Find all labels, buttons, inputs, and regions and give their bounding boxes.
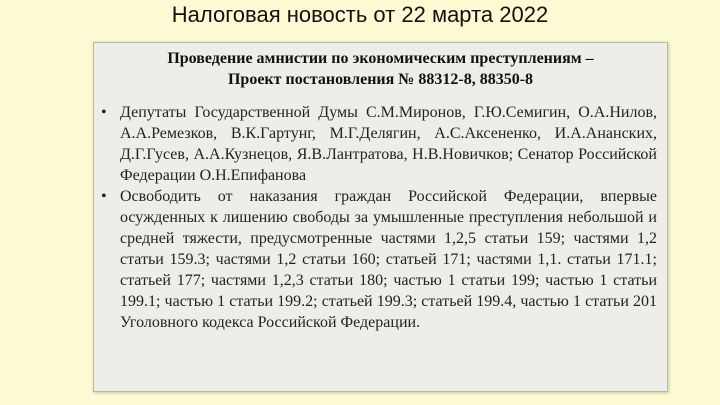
bullet-icon: •: [101, 104, 107, 121]
slide-title: Налоговая новость от 22 марта 2022: [171, 2, 549, 27]
news-box: [93, 42, 668, 392]
list-item-text: Освободить от наказания граждан Российской Федерации, впервые осужденных к лишению свободы за умышленные преступления небольшой и средней тяжести, предусмотренные частями 1,2,5 статьи 159; частями 1,2 статьи 159.3; частями 1,2 статьи 160; статьей 171; частями 1,1. статьи 171.1; статьей 177; частями 1,2,3 статьи 180; частью 1 статьи 199; частью 1 статьи 199.1; частью 1 статьи 199.2; статьей 199.3; статьей 199.4, частью 1 статьи 201 Уголовного кодекса Российской Федерации.: [120, 188, 657, 331]
bullet-list: [101, 102, 657, 333]
list-item-authors: [101, 102, 657, 186]
bullet-icon: •: [101, 188, 107, 205]
list-item-text: Депутаты Государственной Думы С.М.Миронов, Г.Ю.Семигин, О.А.Нилов, А.А.Ремезков, В.К.Гартунг, М.Г.Делягин, А.С.Аксененко, И.А.Ананских, Д.Г.Гусев, А.А.Кузнецов, Я.В.Лантратова, Н.В.Новичков; Сенатор Российской Федерации О.Н.Епифанова: [120, 104, 657, 184]
heading-line-1: Проведение амнистии по экономическим преступлениям –: [167, 50, 594, 67]
news-heading: [94, 48, 667, 90]
list-item-provision: [101, 186, 657, 333]
heading-line-2: Проект постановления № 88312-8, 88350-8: [227, 71, 534, 88]
